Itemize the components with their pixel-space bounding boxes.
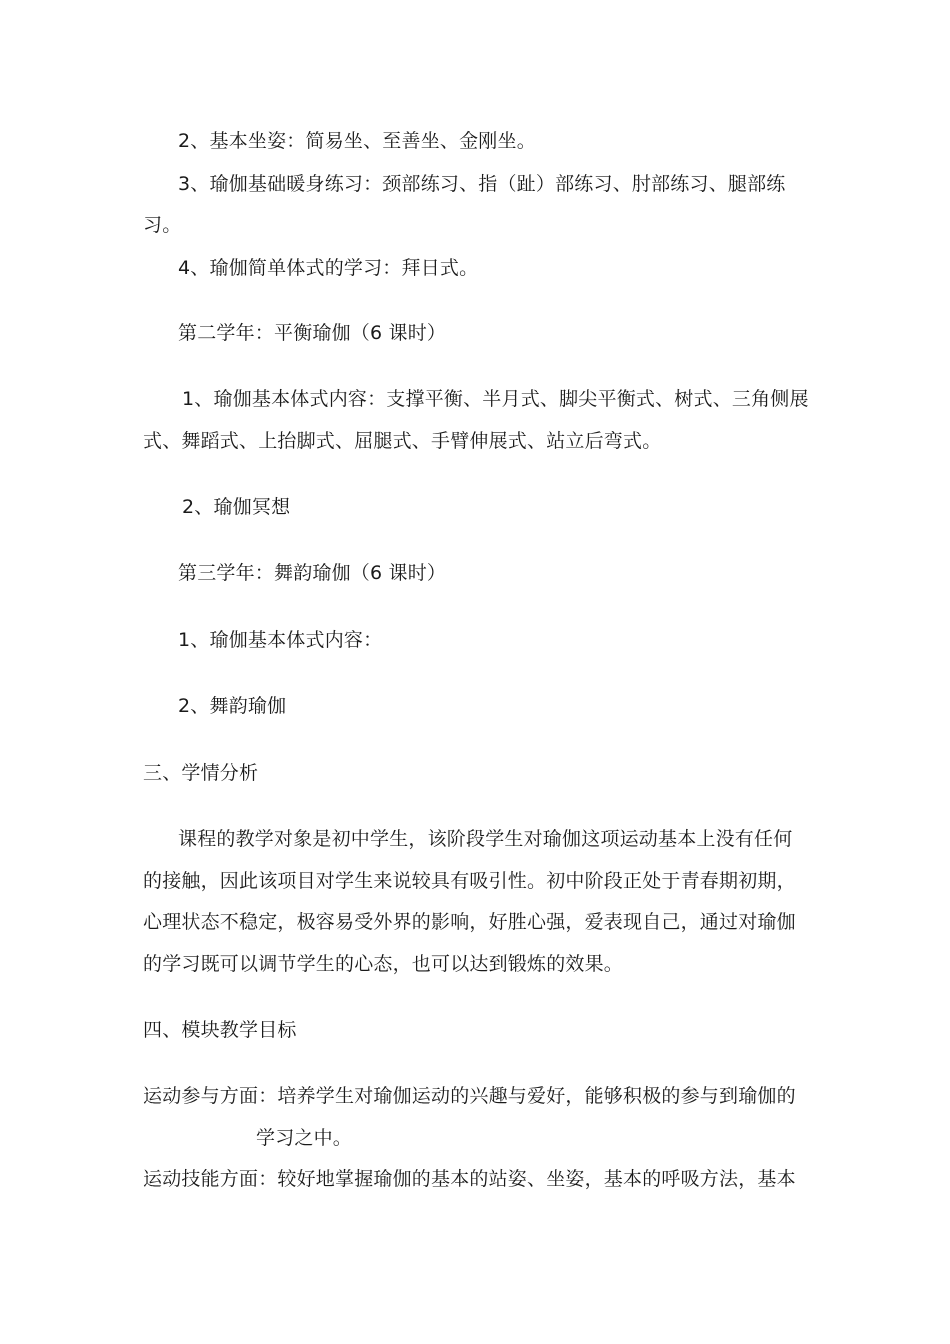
year1-item-4: 4、瑜伽简单体式的学习：拜日式。 bbox=[178, 257, 479, 279]
section3-paragraph-line2: 的接触，因此该项目对学生来说较具有吸引性。初中阶段正处于青春期初期， bbox=[143, 870, 796, 892]
year1-item-2: 2、基本坐姿：简易坐、至善坐、金刚坐。 bbox=[178, 130, 536, 152]
section3-heading: 三、学情分析 bbox=[143, 762, 259, 784]
section3-paragraph-line1: 课程的教学对象是初中学生，该阶段学生对瑜伽这项运动基本上没有任何 bbox=[178, 828, 793, 850]
section3-paragraph-line4: 的学习既可以调节学生的心态，也可以达到锻炼的效果。 bbox=[143, 953, 624, 975]
goal-participation-line1: 运动参与方面：培养学生对瑜伽运动的兴趣与爱好，能够积极的参与到瑜伽的 bbox=[143, 1085, 796, 1107]
year2-item-1-line2: 式、舞蹈式、上抬脚式、屈腿式、手臂伸展式、站立后弯式。 bbox=[143, 430, 662, 452]
year1-item-3-line1: 3、瑜伽基础暖身练习：颈部练习、指（趾）部练习、肘部练习、腿部练 bbox=[178, 173, 786, 195]
goal-participation-line2: 学习之中。 bbox=[256, 1127, 353, 1149]
year2-heading: 第二学年：平衡瑜伽（6 课时） bbox=[178, 322, 447, 344]
section3-paragraph-line3: 心理状态不稳定，极容易受外界的影响，好胜心强，爱表现自己，通过对瑜伽 bbox=[143, 911, 796, 933]
year3-heading: 第三学年：舞韵瑜伽（6 课时） bbox=[178, 562, 447, 584]
year2-item-1-line1: 1、瑜伽基本体式内容：支撑平衡、半月式、脚尖平衡式、树式、三角侧展 bbox=[182, 388, 809, 410]
goal-skills-line1: 运动技能方面：较好地掌握瑜伽的基本的站姿、坐姿，基本的呼吸方法，基本 bbox=[143, 1168, 796, 1190]
section4-heading: 四、模块教学目标 bbox=[143, 1019, 297, 1041]
year2-item-2: 2、瑜伽冥想 bbox=[182, 496, 291, 518]
year3-item-1: 1、瑜伽基本体式内容： bbox=[178, 629, 383, 651]
year3-item-2: 2、舞韵瑜伽 bbox=[178, 695, 287, 717]
year1-item-3-line2: 习。 bbox=[143, 214, 182, 236]
